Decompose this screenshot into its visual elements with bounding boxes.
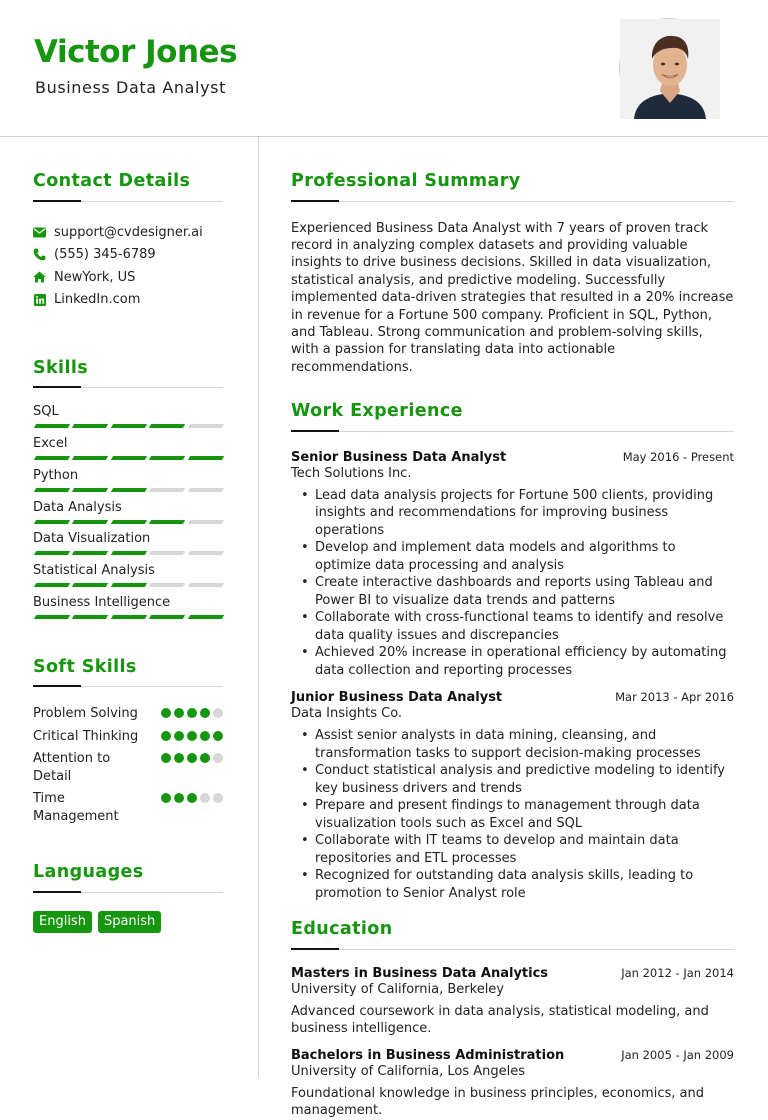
skill-level-segment: [34, 424, 71, 428]
skill-level-segment: [149, 488, 186, 492]
home-icon: [33, 271, 46, 284]
contact-location-text: NewYork, US: [54, 269, 136, 285]
soft-skill-rating: [161, 731, 223, 741]
skill-item: [33, 531, 223, 563]
job-header: [291, 690, 734, 705]
soft-skill-item: [33, 750, 223, 785]
soft-skill-name: Attention to Detail: [33, 751, 111, 784]
skill-level-bar: [33, 424, 223, 428]
degree-title: Bachelors in Business Administration: [291, 1047, 565, 1063]
rating-dot: [213, 708, 223, 718]
job-bullet: • Recognized for outstanding data analysis skills, leading to promotion to Senior Analyst role: [315, 867, 734, 902]
skill-level-segment: [72, 520, 109, 524]
summary-section: [291, 173, 734, 376]
skill-level-segment: [149, 520, 186, 524]
resume-header: [0, 0, 768, 137]
skill-level-segment: [111, 583, 148, 587]
skill-level-bar: [33, 456, 223, 460]
skill-level-segment: [34, 456, 71, 460]
language-tag: Spanish: [98, 911, 161, 933]
candidate-name: Victor Jones: [34, 34, 238, 70]
skill-item: [33, 436, 223, 468]
education-heading: Education: [291, 919, 393, 940]
rating-dot: [200, 731, 210, 741]
skill-level-segment: [149, 456, 186, 460]
summary-text: Experienced Business Data Analyst with 7 years of proven track record in analyzing complex datasets and providing valuable insights to drive business decisions. Skilled in data visualization, statistical analysis, and predictive modeling. Successfully implemented data-driven strategies that resulted in a 20% increase in revenue for a Fortune 500 company. Proficient in SQL, Python, and Tableau. Strong communication and problem-solving skills, with a passion for translating data into actionable recommendations.: [291, 220, 734, 375]
skill-level-segment: [111, 551, 148, 555]
contact-email[interactable]: [33, 222, 223, 244]
skill-name: Python: [33, 467, 79, 483]
section-rule: [291, 948, 734, 950]
soft-skill-name: Problem Solving: [33, 706, 138, 722]
main-column: [291, 137, 734, 1120]
skill-level-segment: [72, 615, 109, 619]
column-divider: [258, 137, 259, 1078]
languages-list: [33, 911, 223, 933]
contact-linkedin[interactable]: [33, 288, 223, 310]
education-description: Advanced coursework in data analysis, statistical modeling, and business intelligence.: [291, 1003, 709, 1037]
experience-section: [291, 403, 734, 902]
envelope-icon: [33, 226, 46, 239]
skill-level-segment: [34, 520, 71, 524]
section-rule: [33, 386, 223, 388]
degree-title: Masters in Business Data Analytics: [291, 965, 549, 981]
skill-name: Data Visualization: [33, 531, 151, 547]
skill-level-bar: [33, 520, 223, 524]
skill-level-segment: [34, 551, 71, 555]
rating-dot: [187, 708, 197, 718]
skill-name: SQL: [33, 404, 59, 420]
education-header: [291, 1048, 734, 1063]
jobs-list: [291, 450, 734, 903]
profile-photo: [619, 18, 719, 118]
experience-heading: Work Experience: [291, 401, 463, 422]
job-company: Data Insights Co.: [291, 706, 403, 722]
skill-item: [33, 468, 223, 500]
language-tag: English: [33, 911, 92, 933]
job-date: May 2016 - Present: [622, 449, 734, 464]
contact-phone[interactable]: [33, 244, 223, 266]
skill-level-segment: [111, 424, 148, 428]
soft-skill-name: Time Management: [33, 791, 119, 824]
soft-skill-item: [33, 728, 223, 746]
rating-dot: [187, 793, 197, 803]
soft-skill-rating: [161, 753, 223, 763]
skill-level-segment: [149, 424, 186, 428]
job-bullet: • Collaborate with cross-functional teams to identify and resolve data quality issues and discrepancies: [315, 609, 734, 644]
education-entry: [291, 1048, 734, 1120]
contact-phone-text: (555) 345-6789: [54, 247, 156, 263]
soft-skill-item: [33, 705, 223, 723]
skill-level-segment: [34, 488, 71, 492]
education-date: Jan 2005 - Jan 2009: [621, 1047, 734, 1062]
rating-dot: [174, 708, 184, 718]
education-description: Foundational knowledge in business principles, economics, and management.: [291, 1085, 704, 1119]
skill-level-segment: [34, 583, 71, 587]
contact-section: [33, 173, 223, 311]
job-title: Junior Business Data Analyst: [291, 690, 503, 706]
rating-dot: [161, 708, 171, 718]
contact-list: [33, 222, 223, 311]
school-name: University of California, Los Angeles: [291, 1063, 526, 1079]
skill-level-segment: [34, 615, 71, 619]
linkedin-icon: [33, 293, 46, 306]
skill-name: Data Analysis: [33, 499, 122, 515]
job-bullet: • Achieved 20% increase in operational efficiency by automating data collection and reporting processes: [315, 644, 734, 679]
skill-level-segment: [149, 551, 186, 555]
rating-dot: [161, 793, 171, 803]
contact-email-text: support@cvdesigner.ai: [54, 225, 203, 241]
job-bullet: • Lead data analysis projects for Fortune 500 clients, providing insights and recommendations for improving business operations: [315, 487, 734, 540]
rating-dot: [174, 793, 184, 803]
skill-item: [33, 595, 223, 627]
soft-skills-list: [33, 705, 223, 825]
job-date: Mar 2013 - Apr 2016: [615, 690, 734, 705]
education-section: [291, 921, 734, 1120]
skill-level-segment: [149, 583, 186, 587]
candidate-title: Business Data Analyst: [35, 78, 226, 97]
rating-dot: [187, 731, 197, 741]
job-bullet: • Conduct statistical analysis and predictive modeling to identify key business drivers and trends: [315, 762, 734, 797]
section-rule: [291, 200, 734, 202]
soft-skills-heading: Soft Skills: [33, 656, 137, 677]
skill-level-segment: [187, 456, 224, 460]
section-rule: [291, 430, 734, 432]
rating-dot: [174, 731, 184, 741]
job-bullet: • Create interactive dashboards and reports using Tableau and Power BI to visualize data trends and patterns: [315, 574, 734, 609]
languages-heading: Languages: [33, 862, 144, 883]
job-entry: [291, 690, 734, 902]
skill-level-segment: [187, 424, 224, 428]
skill-name: Statistical Analysis: [33, 563, 155, 579]
skill-item: [33, 404, 223, 436]
school-name: University of California, Berkeley: [291, 981, 504, 997]
rating-dot: [174, 753, 184, 763]
job-bullets: [291, 487, 734, 680]
job-bullet: • Assist senior analysts in data mining, cleansing, and transformation tasks to support decision-making processes: [315, 727, 734, 762]
skill-name: Business Intelligence: [33, 594, 171, 610]
skill-level-segment: [187, 551, 224, 555]
skill-level-segment: [72, 456, 109, 460]
skill-level-segment: [111, 488, 148, 492]
rating-dot: [200, 708, 210, 718]
contact-linkedin-text: LinkedIn.com: [54, 292, 141, 308]
soft-skill-rating: [161, 793, 223, 803]
rating-dot: [200, 793, 210, 803]
job-entry: [291, 450, 734, 680]
sidebar: [33, 137, 223, 933]
job-bullet: • Develop and implement data models and algorithms to optimize data processing and analysis: [315, 539, 734, 574]
job-bullet: • Prepare and present findings to management through data visualization tools such as Excel and SQL: [315, 797, 734, 832]
skill-level-segment: [149, 615, 186, 619]
job-company: Tech Solutions Inc.: [291, 465, 412, 481]
contact-heading: Contact Details: [33, 171, 191, 191]
languages-section: [33, 864, 223, 933]
skill-level-segment: [111, 520, 148, 524]
soft-skills-section: [33, 656, 223, 826]
education-header: [291, 966, 734, 981]
skill-name: Excel: [33, 435, 68, 451]
skill-level-segment: [72, 424, 109, 428]
section-rule: [33, 685, 223, 687]
skill-level-segment: [111, 456, 148, 460]
skill-level-segment: [72, 488, 109, 492]
skill-level-segment: [72, 551, 109, 555]
job-bullet: • Collaborate with IT teams to develop and maintain data repositories and ETL processes: [315, 832, 734, 867]
skill-level-segment: [111, 615, 148, 619]
skill-level-bar: [33, 615, 223, 619]
skill-level-bar: [33, 583, 223, 587]
skill-level-segment: [187, 520, 224, 524]
rating-dot: [187, 753, 197, 763]
rating-dot: [161, 753, 171, 763]
job-header: [291, 450, 734, 465]
education-entry: [291, 966, 734, 1038]
skill-level-segment: [187, 488, 224, 492]
rating-dot: [161, 731, 171, 741]
skill-item: [33, 500, 223, 532]
skills-list: [33, 404, 223, 627]
rating-dot: [213, 793, 223, 803]
summary-heading: Professional Summary: [291, 171, 521, 191]
skills-heading: Skills: [33, 357, 89, 378]
skill-level-segment: [187, 583, 224, 587]
skill-level-bar: [33, 488, 223, 492]
soft-skill-item: [33, 790, 223, 825]
rating-dot: [200, 753, 210, 763]
soft-skill-name: Critical Thinking: [33, 728, 139, 744]
rating-dot: [213, 731, 223, 741]
skills-section: [33, 357, 223, 627]
education-date: Jan 2012 - Jan 2014: [621, 965, 734, 980]
phone-icon: [33, 248, 46, 261]
job-bullets: [291, 727, 734, 902]
skill-level-segment: [187, 615, 224, 619]
skill-item: [33, 563, 223, 595]
job-title: Senior Business Data Analyst: [291, 449, 507, 465]
contact-location: [33, 266, 223, 288]
section-rule: [33, 891, 223, 893]
education-list: [291, 966, 734, 1120]
soft-skill-rating: [161, 708, 223, 718]
section-rule: [33, 200, 223, 202]
rating-dot: [213, 753, 223, 763]
skill-level-bar: [33, 551, 223, 555]
skill-level-segment: [72, 583, 109, 587]
